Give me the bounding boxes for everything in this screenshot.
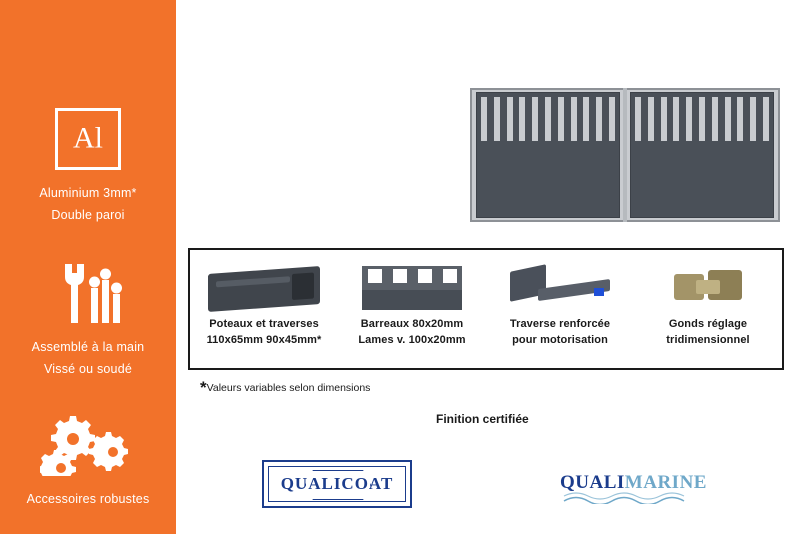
sidebar-caption-line: Aluminium 3mm* [39,186,137,200]
page-title [196,15,465,83]
component-label-line: Barreaux 80x20mm [360,318,464,330]
motor-crossbar-icon [486,258,634,316]
component-label-line: tridimensionnel [666,334,750,346]
sidebar-block-aluminium [0,108,176,226]
component-gonds [634,250,782,368]
sidebar-block-assembly [0,262,176,380]
component-poteaux [190,250,338,368]
footnote-star: * [200,378,207,397]
component-label-line: Lames v. 100x20mm [358,334,466,346]
gate-center-post [623,88,627,222]
finition-label: Finition certifiée [436,412,529,426]
component-label-line: Gonds réglage [668,318,748,330]
sidebar-block-accessories [0,414,176,510]
page-title-rest: ortail semi plein [230,27,465,67]
component-label-line: Traverse renforcée [509,318,611,330]
qualicoat-logo [262,460,412,508]
component-label-line: Poteaux et traverses [209,318,319,330]
footnote-text: Valeurs variables selon dimensions [206,382,371,394]
qualimarine-text [560,472,707,494]
qualimarine-text-part1: QUALI [560,472,625,493]
qualicoat-text: QUALICOAT [280,474,394,493]
sidebar-caption-line: Accessoires robustes [26,492,150,506]
hinge-icon [634,258,782,316]
component-label-line: 110x65mm 90x45mm* [206,334,322,346]
gate-leaf-right [630,92,774,218]
sidebar-caption-line: Vissé ou soudé [43,362,133,376]
component-label-line: pour motorisation [512,334,608,346]
qualimarine-logo [560,466,720,506]
profile-post-icon [190,258,338,316]
sidebar-caption-line: Double paroi [51,208,125,222]
qualimarine-waves-icon [562,492,712,504]
aluminium-square-icon [55,108,121,170]
aluminium-symbol-text: Al [73,121,103,155]
qualimarine-text-part2: MARINE [624,472,707,493]
components-box [188,248,784,370]
bars-panel-icon [338,258,486,316]
sidebar-caption-line: Assemblé à la main [31,340,145,354]
component-traverse [486,250,634,368]
sidebar [0,0,176,534]
gate-bars-left [481,97,615,141]
gate-leaf-left [476,92,620,218]
portail-illustration [470,88,780,222]
footnote [200,378,370,398]
page-title-initial: P [196,15,231,83]
gate-bars-right [635,97,769,141]
component-barreaux [338,250,486,368]
gears-icon [40,414,136,476]
tools-icon [45,262,131,326]
